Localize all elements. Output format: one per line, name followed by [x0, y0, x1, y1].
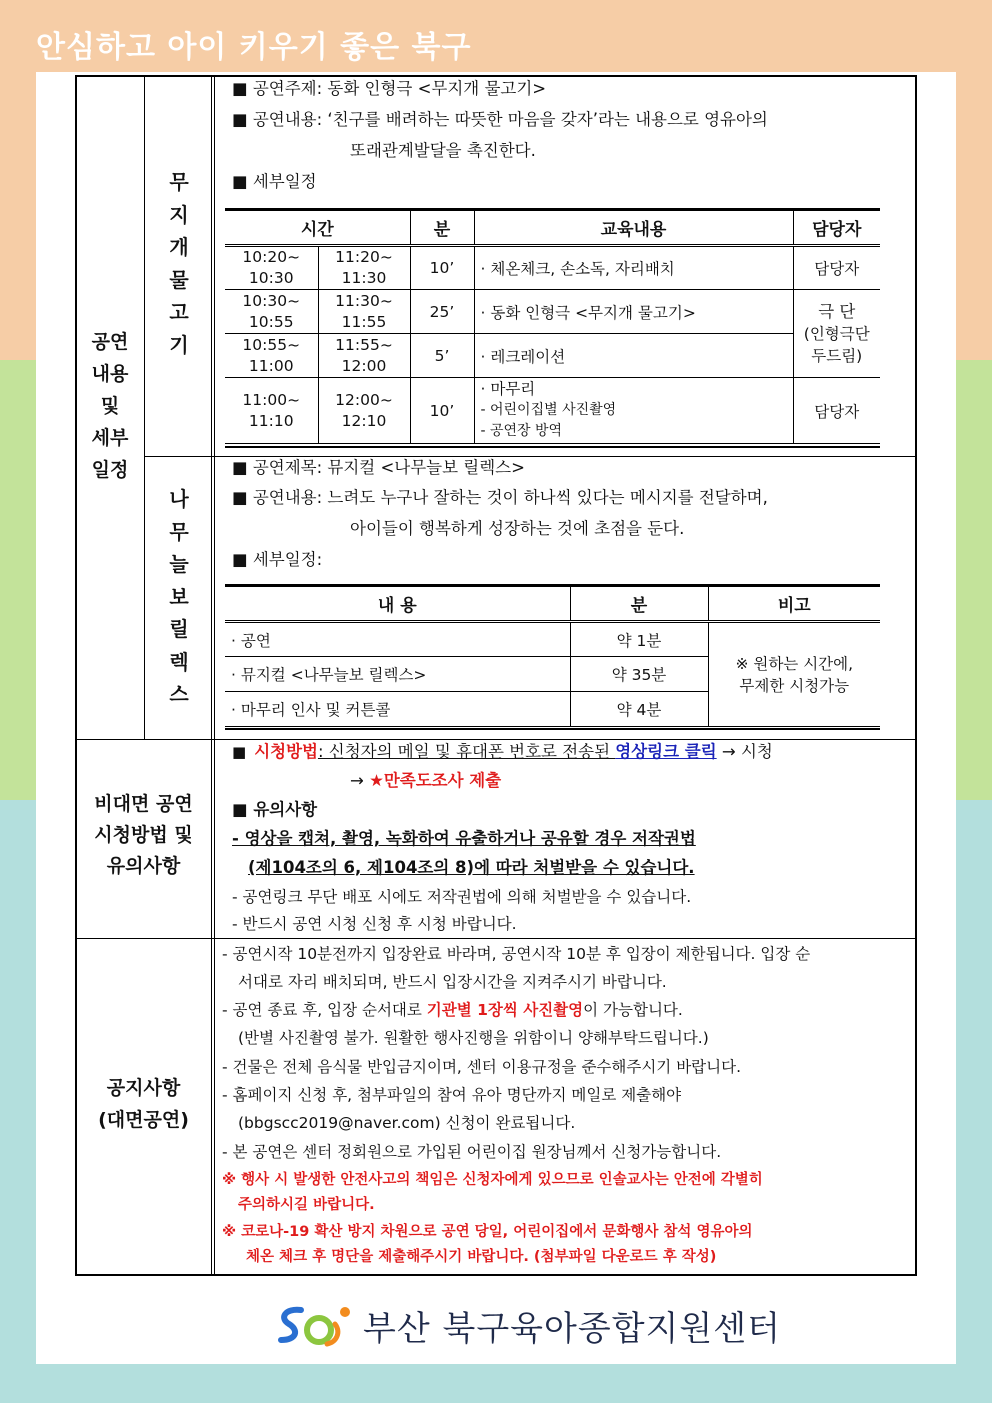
- category-text: (대면공연): [98, 1109, 189, 1131]
- warning-line: ※ 행사 시 발생한 안전사고의 책임은 신청자에게 있으므로 인솔교사는 안전에 각별히: [222, 1172, 763, 1188]
- title-char: 스: [169, 682, 189, 706]
- troupe-line: (인형극단: [803, 324, 870, 343]
- center-logo-icon: [275, 1302, 353, 1348]
- row-content: · 체온체크, 손소독, 자리배치: [474, 246, 793, 290]
- warning-line: 주의하시길 바랍니다.: [238, 1197, 375, 1213]
- row-start-time: 11:00~ 11:10: [225, 378, 318, 444]
- row-minutes: 약 4분: [570, 692, 708, 727]
- header-note: 비고: [708, 587, 880, 622]
- row-end-time: 11:55~ 12:00: [318, 334, 410, 378]
- warning-line: 체온 체크 후 명단을 제출해주시기 바랍니다. (첨부파일 다운로드 후 작성): [246, 1249, 717, 1265]
- caution-line3: - 공연링크 무단 배포 시에도 저작권법에 의해 처벌받을 수 있습니다.: [232, 888, 692, 906]
- row-content: · 공연: [225, 622, 570, 657]
- title-char: 릴: [169, 617, 189, 641]
- notice-line: - 본 공연은 센터 정회원으로 가입된 어린이집 원장님께서 신청가능합니다.: [222, 1143, 722, 1161]
- row-start-time: 10:55~ 11:00: [225, 334, 318, 378]
- method-label: 시청방법: [254, 742, 318, 761]
- category-text: 및: [100, 395, 120, 417]
- title-char: 나: [169, 487, 189, 511]
- show1-schedule-table: [225, 210, 880, 444]
- show2-vertical-title: [164, 483, 194, 711]
- notice-line: - 건물은 전체 음식물 반입금지이며, 센터 이용규정을 준수해주시기 바랍니다.: [222, 1058, 742, 1076]
- content-line: · 마무리: [480, 380, 536, 398]
- category-notice: [76, 1072, 211, 1136]
- show1-schedule-label: ■ 세부일정: [232, 172, 317, 191]
- category-performance-schedule: [76, 326, 144, 486]
- title-char: 무: [169, 170, 189, 194]
- category-text: 시청방법 및: [94, 824, 193, 846]
- note-line: ※ 원하는 시간에,: [735, 654, 854, 673]
- row-minutes: 10’: [410, 378, 474, 444]
- row-content: · 동화 인형극 <무지개 물고기>: [474, 290, 793, 334]
- row-note: [708, 622, 880, 727]
- banner-title: 안심하고 아이 키우기 좋은 북구: [36, 30, 472, 65]
- category-text: 유의사항: [106, 855, 181, 877]
- title-char: 렉: [169, 649, 189, 674]
- table-bottom-border: [225, 446, 880, 448]
- category-text: 공연: [91, 331, 129, 353]
- category-online-viewing: [76, 789, 211, 882]
- grid-line: [75, 938, 917, 939]
- show1-vertical-title: [164, 166, 194, 361]
- viewing-method-line: [232, 741, 773, 763]
- title-char: 무: [169, 519, 189, 544]
- row-start-time: 10:20~ 10:30: [225, 246, 318, 290]
- notice-line: (bbgscc2019@naver.com) 신청이 완료됩니다.: [238, 1114, 576, 1132]
- title-char: 보: [169, 584, 189, 609]
- notice-line: [222, 1000, 683, 1020]
- row-content: [474, 378, 793, 444]
- row-end-time: 12:00~ 12:10: [318, 378, 410, 444]
- row-minutes: 약 35분: [570, 657, 708, 692]
- show1-content-line2: 또래관계발달을 촉진한다.: [350, 141, 536, 160]
- header-content: 내 용: [225, 587, 570, 622]
- survey-text: ★만족도조사 제출: [369, 771, 502, 790]
- row-content: · 뮤지컬 <나무늘보 릴렉스>: [225, 657, 570, 692]
- troupe-line: 극 단: [818, 301, 856, 321]
- caution-line4: - 반드시 공연 시청 신청 후 시청 바랍니다.: [232, 915, 517, 933]
- header-time: 시간: [225, 211, 410, 246]
- notice-line: (반별 사진촬영 불가. 원활한 행사진행을 위함이니 양해부탁드립니다.): [238, 1029, 709, 1047]
- arrow-text: →: [350, 771, 370, 790]
- row-end-time: 11:20~ 11:30: [318, 246, 410, 290]
- row-end-time: 11:30~ 11:55: [318, 290, 410, 334]
- show2-content-line1: ■ 공연내용: 느려도 누구나 잘하는 것이 하나씩 있다는 메시지를 전달하며,: [232, 488, 768, 507]
- notice-line: - 공연시작 10분전까지 입장완료 바라며, 공연시작 10분 후 입장이 제한됩니다. 입장 순: [222, 945, 811, 963]
- content-line: - 공연장 방역: [480, 423, 563, 439]
- row-minutes: 5’: [410, 334, 474, 378]
- title-char: 고: [169, 300, 189, 324]
- center-name: 부산 북구육아종합지원센터: [363, 1308, 781, 1349]
- category-text: 비대면 공연: [94, 793, 193, 815]
- title-char: 개: [169, 235, 189, 259]
- title-char: 늘: [169, 552, 189, 576]
- grid-line: [211, 75, 212, 1276]
- troupe-line: 두드림): [811, 346, 863, 365]
- grid-line: [144, 75, 145, 739]
- row-start-time: 10:30~ 10:55: [225, 290, 318, 334]
- row-minutes: 25’: [410, 290, 474, 334]
- note-line: 무제한 시청가능: [739, 676, 850, 695]
- header-person: 담당자: [793, 211, 880, 246]
- show2-title: ■ 공연제목: 뮤지컬 <나무늘보 릴렉스>: [232, 458, 525, 477]
- footer: [275, 1300, 781, 1350]
- survey-line: [350, 770, 501, 792]
- header-education: 교육내용: [474, 211, 793, 246]
- grid-line: [75, 739, 917, 740]
- row-person-troupe: [793, 290, 880, 378]
- title-char: 물: [169, 267, 189, 292]
- square-bullet-icon: ■: [232, 743, 247, 761]
- show2-schedule-table: [225, 586, 880, 727]
- row-person: 담당자: [793, 246, 880, 290]
- row-minutes: 10’: [410, 246, 474, 290]
- show1-content-line1: ■ 공연내용: ‘친구를 배려하는 따뜻한 마음을 갖자’라는 내용으로 영유아의: [232, 110, 768, 129]
- caution-line1: - 영상을 캡쳐, 촬영, 녹화하여 유출하거나 공유할 경우 저작권법: [232, 829, 696, 848]
- show2-schedule-label: ■ 세부일정:: [232, 550, 323, 569]
- notice-text: - 공연 종료 후, 입장 순서대로: [222, 1001, 427, 1019]
- row-content: · 마무리 인사 및 커튼콜: [225, 692, 570, 727]
- title-char: 기: [169, 332, 189, 357]
- category-text: 세부: [91, 427, 129, 449]
- method-arrow-text: → 시청: [716, 742, 773, 761]
- caution-line2: (제104조의 6, 제104조의 8)에 따라 처벌받을 수 있습니다.: [248, 858, 695, 877]
- notice-text: 이 가능합니다.: [583, 1001, 683, 1019]
- header-minutes: 분: [410, 211, 474, 246]
- row-content: · 레크레이션: [474, 334, 793, 378]
- notice-line: - 홈페이지 신청 후, 첨부파일의 참여 유아 명단까지 메일로 제출해야: [222, 1086, 682, 1104]
- header-minutes: 분: [570, 587, 708, 622]
- content-line: - 어린이집별 사진촬영: [480, 402, 617, 418]
- category-text: 공지사항: [106, 1077, 181, 1099]
- category-text: 일정: [91, 459, 129, 481]
- show2-content-line2: 아이들이 행복하게 성장하는 것에 초점을 둔다.: [350, 519, 685, 538]
- video-link[interactable]: 영상링크 클릭: [615, 742, 717, 761]
- notice-line: 서대로 자리 배치되며, 반드시 입장시간을 지켜주시기 바랍니다.: [238, 973, 667, 991]
- grid-line: [214, 75, 215, 1276]
- table-bottom-border: [225, 728, 880, 730]
- warning-line: ※ 코로나-19 확산 방지 차원으로 공연 당일, 어린이집에서 문화행사 참석 영유아의: [222, 1224, 753, 1240]
- method-text: : 신청자의 메일 및 휴대폰 번호로 전송된: [317, 742, 616, 761]
- row-minutes: 약 1분: [570, 622, 708, 657]
- notice-highlight: 기관별 1장씩 사진촬영: [426, 1001, 584, 1019]
- row-person: 담당자: [793, 378, 880, 444]
- caution-label: ■ 유의사항: [232, 800, 318, 819]
- title-char: 지: [169, 202, 189, 227]
- show1-theme: ■ 공연주제: 동화 인형극 <무지개 물고기>: [232, 79, 547, 98]
- category-text: 내용: [91, 363, 129, 385]
